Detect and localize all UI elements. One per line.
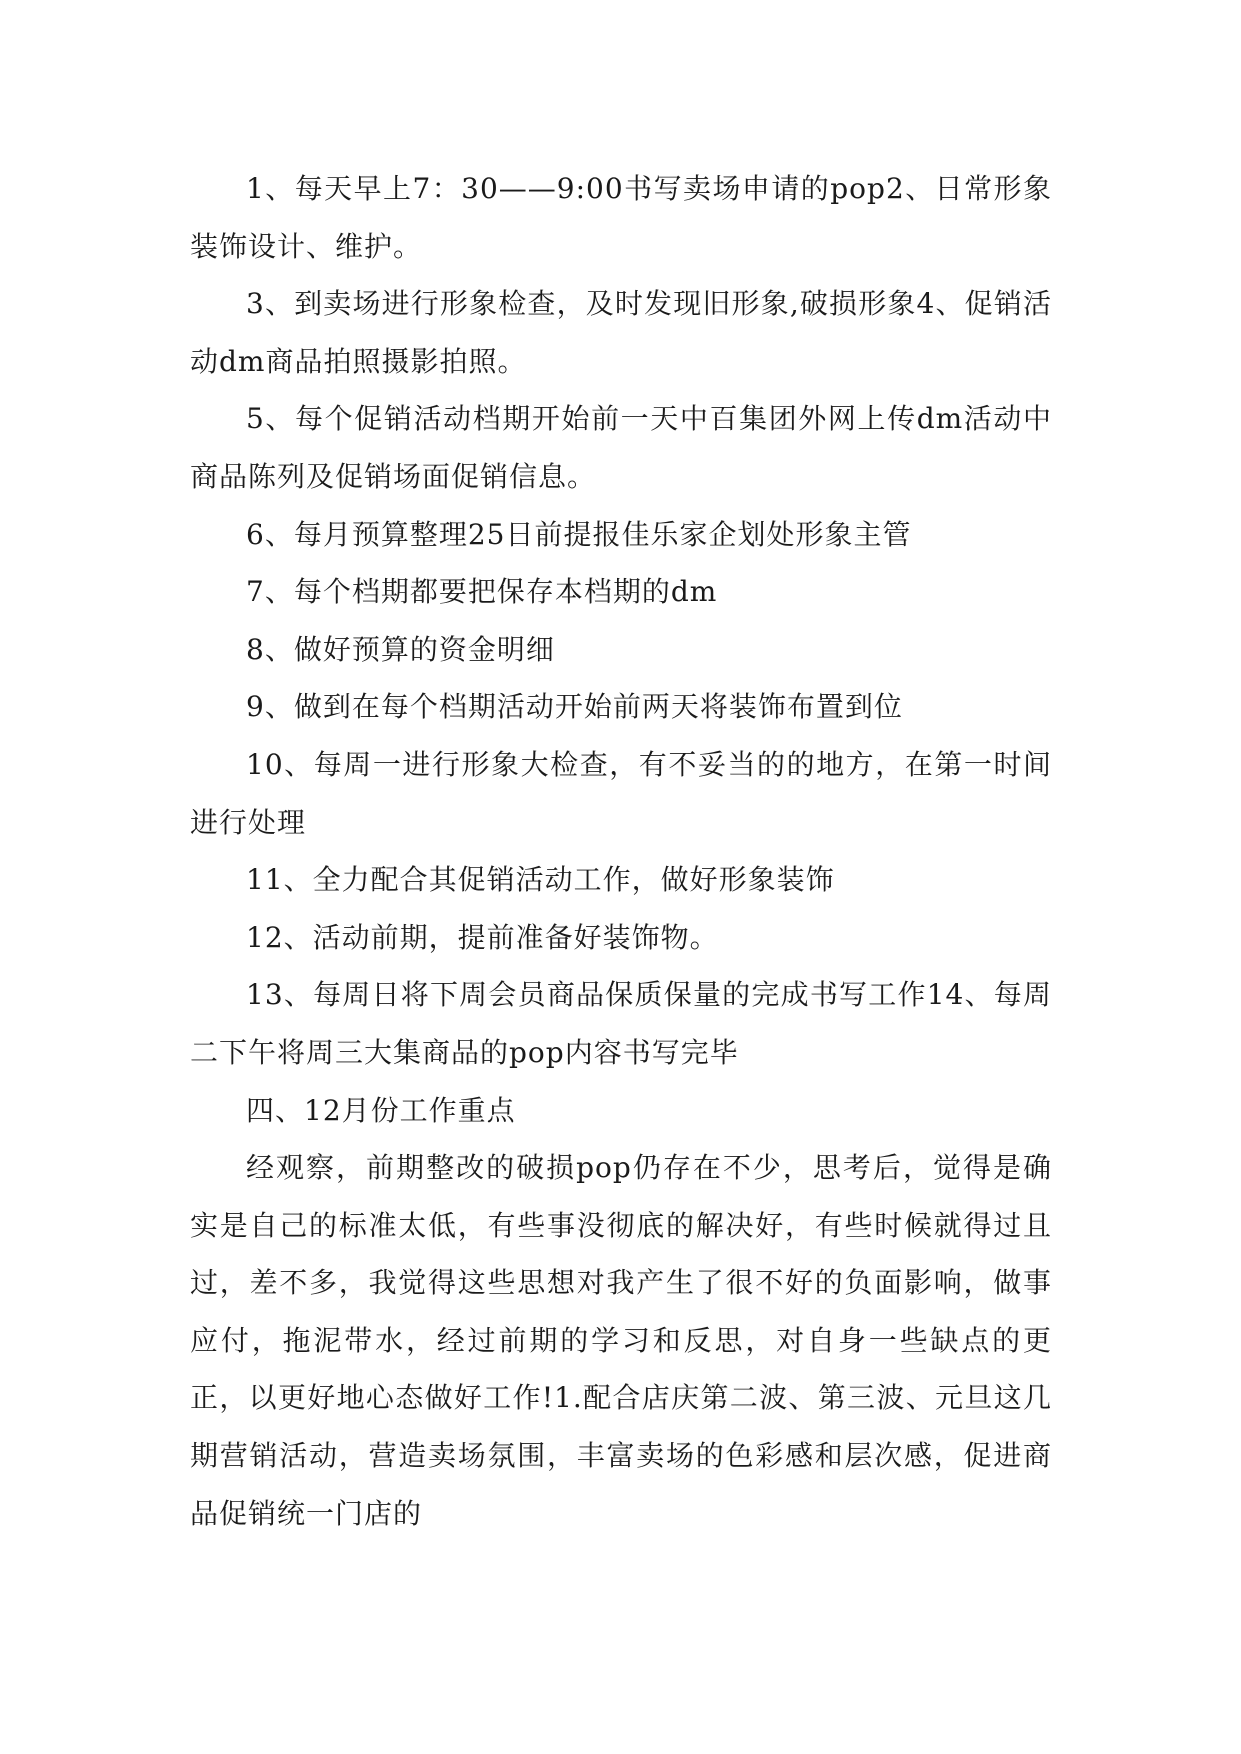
paragraph-item-1: 1、每天早上7：30——9:00书写卖场申请的pop2、日常形象装饰设计、维护。 [190,172,1052,263]
paragraph-item-12: 12、活动前期，提前准备好装饰物。 [246,920,719,954]
paragraph-item-5: 5、每个促销活动档期开始前一天中百集团外网上传dm活动中商品陈列及促销场面促销信息。 [190,402,1052,493]
paragraph-item-9: 9、做到在每个档期活动开始前两天将装饰布置到位 [246,690,903,724]
paragraph-item-6: 6、每月预算整理25日前提报佳乐家企划处形象主管 [246,517,912,551]
document-body [190,160,1052,1542]
paragraph-item-13: 13、每周日将下周会员商品保质保量的完成书写工作14、每周二下午将周三大集商品的pop内容书写完毕 [190,978,1052,1069]
paragraph-item-11: 11、全力配合其促销活动工作，做好形象装饰 [246,863,835,897]
body-paragraph: 经观察，前期整改的破损pop仍存在不少，思考后，觉得是确实是自己的标准太低，有些事没彻底的解决好，有些时候就得过且过，差不多，我觉得这些思想对我产生了很不好的负面影响，做事应付，拖泥带水，经过前期的学习和反思，对自身一些缺点的更正，以更好地心态做好工作!1.配合店庆第二波、第三波、元旦这几期营销活动，营造卖场氛围，丰富卖场的色彩感和层次感，促进商品促销统一门店的 [190,1151,1052,1530]
section-heading: 四、12月份工作重点 [246,1093,516,1127]
paragraph-item-10: 10、每周一进行形象大检查，有不妥当的的地方，在第一时间进行处理 [190,747,1052,839]
paragraph-item-7: 7、每个档期都要把保存本档期的dm [246,575,718,609]
paragraph-item-8: 8、做好预算的资金明细 [246,632,555,666]
paragraph-item-3: 3、到卖场进行形象检查，及时发现旧形象,破损形象4、促销活动dm商品拍照摄影拍照。 [190,287,1052,378]
